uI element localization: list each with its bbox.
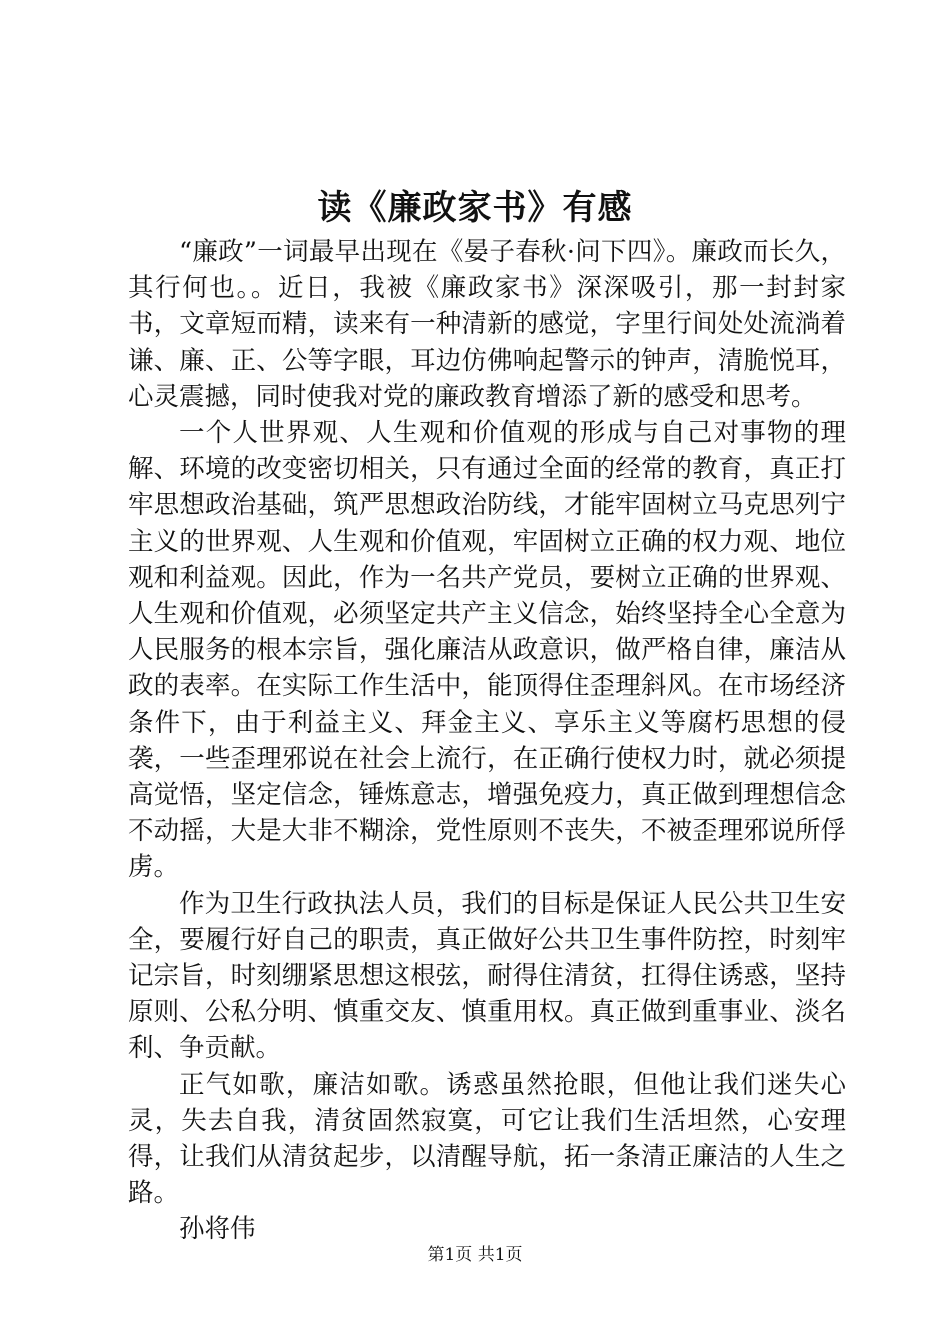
paragraph-3: 作为卫生行政执法人员，我们的目标是保证人民公共卫生安全，要履行好自己的职责，真正做好公共卫生事件防控，时刻牢记宗旨，时刻绷紧思想这根弦，耐得住清贫，扛得住诱惑，坚持原则、公私分明、慎重交友、慎重用权。真正做到重事业、淡名利、争贡献。 xyxy=(128,888,846,1064)
paragraph-2: 一个人世界观、人生观和价值观的形成与自己对事物的理解、环境的改变密切相关，只有通过全面的经常的教育，真正打牢思想政治基础，筑严思想政治防线，才能牢固树立马克思列宁主义的世界观、人生观和价值观，牢固树立正确的权力观、地位观和利益观。因此，作为一名共产党员，要树立正确的世界观、人生观和价值观，必须坚定共产主义信念，始终坚持全心全意为人民服务的根本宗旨，强化廉洁从政意识，做严格自律，廉洁从政的表率。在实际工作生活中，能顶得住歪理斜风。在市场经济条件下，由于利益主义、拜金主义、享乐主义等腐朽思想的侵袭，一些歪理邪说在社会上流行，在正确行使权力时，就必须提高觉悟，坚定信念，锤炼意志，增强免疫力，真正做到理想信念不动摇，大是大非不糊涂，党性原则不丧失，不被歪理邪说所俘虏。 xyxy=(128,418,846,883)
page-number-footer: 第1页 共1页 xyxy=(427,1245,523,1265)
document-body xyxy=(128,234,846,1248)
paragraph-1: “廉政”一词最早出现在《晏子春秋·问下四》。廉政而长久，其行何也。。近日，我被《廉政家书》深深吸引，那一封封家书，文章短而精，读来有一种清新的感觉，字里行间处处流淌着谦、廉、正、公等字眼，耳边仿佛响起警示的钟声，清脆悦耳，心灵震撼，同时使我对党的廉政教育增添了新的感受和思考。 xyxy=(128,237,846,412)
document-title: 读《廉政家书》有感 xyxy=(317,188,633,228)
author-signature: 孙将伟 xyxy=(179,1214,256,1245)
paragraph-4: 正气如歌，廉洁如歌。诱惑虽然抢眼，但他让我们迷失心灵，失去自我，清贫固然寂寞，可它让我们生活坦然，心安理得，让我们从清贫起步，以清醒导航，拓一条清正廉洁的人生之路。 xyxy=(128,1069,846,1209)
